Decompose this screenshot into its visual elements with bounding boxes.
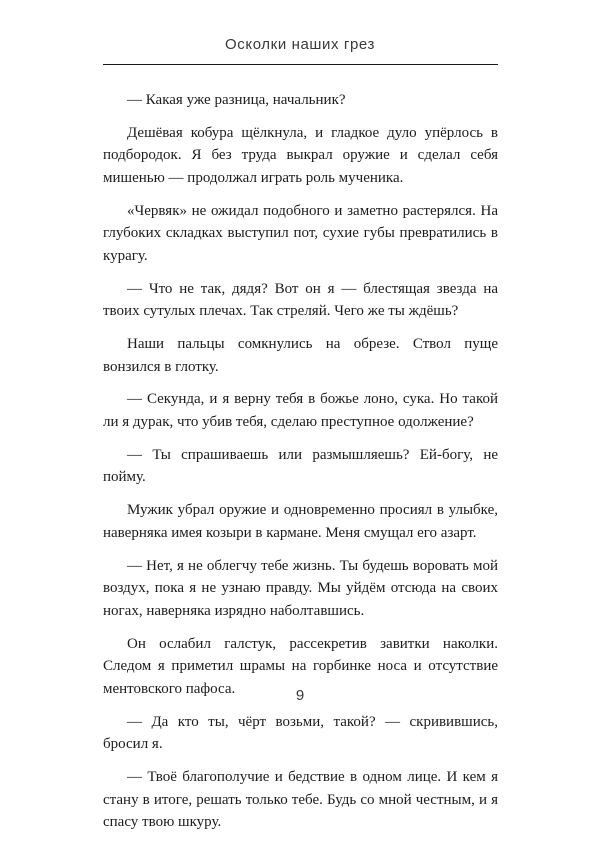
paragraph: Наши пальцы сомкнулись на обрезе. Ствол пуще вонзился в глотку. <box>103 336 498 375</box>
paragraph: Он ослабил галстук, рассекретив завитки наколки. Следом я приметил шрамы на горбинке носа и отсутствие ментовского пафоса. <box>103 635 498 697</box>
paragraph: — Ты спрашиваешь или размышляешь? Ей-богу, не пойму. <box>103 446 498 486</box>
body-text <box>103 89 498 844</box>
running-header-title: Осколки наших грез <box>225 36 375 53</box>
paragraph: — Секунда, и я верну тебя в божье лоно, сука. Но такой ли я дурак, что убив тебя, сделаю преступное одолжение? <box>103 391 498 431</box>
paragraph: — Что не так, дядя? Вот он я — блестящая звезда на твоих сутулых плечах. Так стреляй. Чего же ты ждёшь? <box>103 280 498 320</box>
paragraph: — Твоё благополучие и бедствие в одном лице. И кем я стану в итоге, решать только тебе. Будь со мной честным, и я спасу твою шкуру. <box>103 768 498 831</box>
paragraph: — Какая уже разница, начальник? <box>127 92 346 108</box>
paragraph: Дешёвая кобура щёлкнула, и гладкое дуло упёрлось в подбородок. Я без труда выкрал оружие и сделал себя мишенью — продолжал играть роль мученика. <box>103 124 498 186</box>
paragraph: — Нет, я не облегчу тебе жизнь. Ты будешь воровать мой воздух, пока я не узнаю правду. Мы уйдём отсюда на своих ногах, наверняка изрядно наболтавшись. <box>103 557 498 619</box>
paragraph: «Червяк» не ожидал подобного и заметно растерялся. На глубоких складках выступил пот, сухие губы превратились в курагу. <box>103 202 498 264</box>
paragraph: Мужик убрал оружие и одновременно просиял в улыбке, наверняка имея козыри в кармане. Меня смущал его азарт. <box>103 502 498 541</box>
header-rule <box>103 64 498 65</box>
page-number: 9 <box>295 687 305 704</box>
paragraph: — Да кто ты, чёрт возьми, такой? — скривившись, бросил я. <box>103 713 498 753</box>
